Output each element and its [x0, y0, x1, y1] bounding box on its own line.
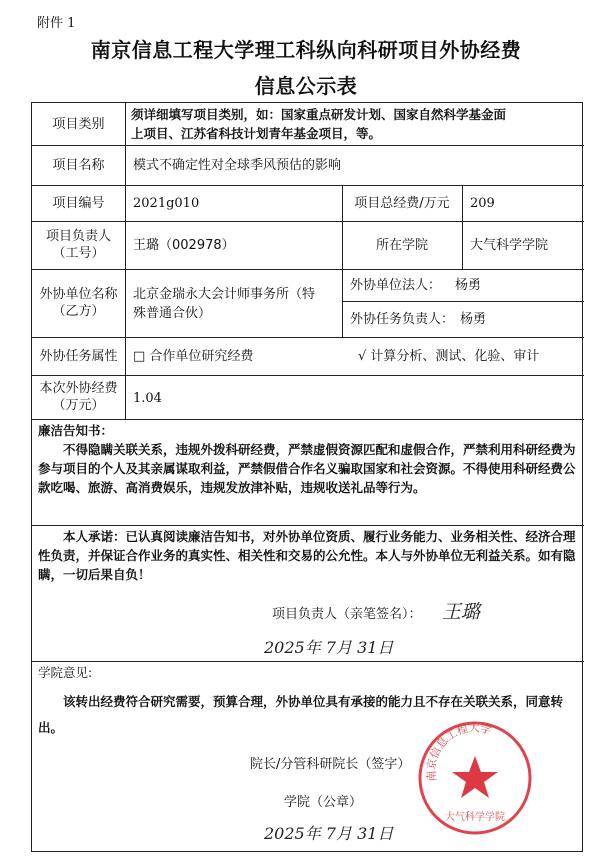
- unit-value-line2: 殊普通合伙）: [133, 306, 212, 321]
- project-type-note: [125, 105, 584, 145]
- amount-label-line2: （万元）: [52, 398, 105, 413]
- unit-value: [125, 269, 342, 337]
- amount-label-line1: 本次外协经费: [39, 381, 118, 396]
- document-title: 南京信息工程大学理工科纵向科研项目外协经费: [90, 38, 522, 62]
- project-type-note-line1: 须详细填写项目类别，如：国家重点研发计划、国家自然科学基金面: [131, 107, 507, 122]
- leader-label-line2: （工号）: [52, 246, 105, 261]
- total-funds-label: 项目总经费/万元: [354, 195, 450, 211]
- integrity-body: 不得隐瞒关联关系，违规外拨科研经费，严禁虚假资源匹配和虚假合作，严禁利用科研经费为参与项目的个人及其亲属谋取利益，严禁假借合作名义骗取国家和社会资源。不得使用科研经费公款吃喝、旅游、高消费娱乐，违规发放津补贴，违规收送礼品等行为。: [38, 442, 576, 495]
- college-date: 2025年 7月 31日: [264, 824, 394, 843]
- leader-signature: 王璐: [442, 601, 481, 623]
- school-value: 大气科学学院: [470, 237, 549, 253]
- dean-sign-label: 院长/分管科研院长（签字）: [250, 757, 411, 772]
- legal-rep-label: 外协单位法人：: [350, 277, 442, 293]
- college-stamp-label: 学院（公章）: [284, 795, 363, 810]
- project-no-label: 项目编号: [52, 195, 105, 211]
- leader-label-line1: 项目负责人: [45, 229, 111, 244]
- college-opinion: 该转出经费符合研究需要，预算合理，外协单位具有承接的能力且不存在关联关系，同意转出。: [38, 694, 564, 735]
- svg-text:大气科学学院: 大气科学学院: [445, 812, 505, 823]
- annex-label: 附件 1: [37, 16, 76, 31]
- task-attr-option-research: □ 合作单位研究经费: [133, 348, 254, 364]
- task-leader-value: 杨勇: [460, 311, 487, 327]
- unit-label: [32, 269, 125, 337]
- college-heading: 学院意见:: [38, 665, 93, 680]
- project-no-value: 2021g010: [133, 195, 200, 211]
- unit-label-line1: 外协单位名称: [39, 287, 118, 302]
- leader-label: [32, 221, 125, 269]
- integrity-heading: 廉洁告知书：: [38, 423, 114, 438]
- task-leader-label: 外协任务负责人：: [350, 311, 455, 327]
- svg-text:南京信息工程大学: 南京信息工程大学: [424, 721, 493, 783]
- leader-value: 王璐（002978）: [133, 237, 235, 253]
- project-name-label: 项目名称: [52, 157, 105, 173]
- total-funds-value: 209: [470, 195, 495, 211]
- legal-rep-value: 杨勇: [455, 277, 482, 293]
- project-name-value: 模式不确定性对全球季风预估的影响: [133, 157, 342, 173]
- amount-value: 1.04: [133, 391, 162, 406]
- task-attr-option-audit: √ 计算分析、测试、化验、审计: [358, 348, 540, 364]
- task-attr-label: 外协任务属性: [39, 348, 118, 364]
- project-type-note-line2: 上项目、江苏省科技计划青年基金项目，等。: [131, 126, 382, 141]
- college-seal-icon: [415, 718, 535, 838]
- pledge-body: 本人承诺：已认真阅读廉洁告知书，对外协单位资质、履行业务能力、业务相关性、经济合理性负责，并保证合作业务的真实性、相关性和交易的公允性。本人与外协单位无利益关系。如有隐瞒，一切后果自负！: [38, 529, 576, 582]
- school-label: 所在学院: [375, 237, 428, 253]
- legal-rep: [342, 269, 584, 301]
- unit-value-line1: 北京金瑞永大会计师事务所（特: [133, 287, 316, 302]
- pledge-date: 2025年 7月 31日: [264, 638, 394, 657]
- project-type-label: 项目类别: [52, 116, 105, 132]
- unit-label-line2: （乙方）: [52, 304, 105, 319]
- leader-sign-label: 项目负责人（亲笔签名）：: [272, 607, 422, 622]
- amount-label: [32, 375, 125, 419]
- task-leader: [342, 301, 584, 337]
- document-subtitle: 信息公示表: [254, 74, 358, 98]
